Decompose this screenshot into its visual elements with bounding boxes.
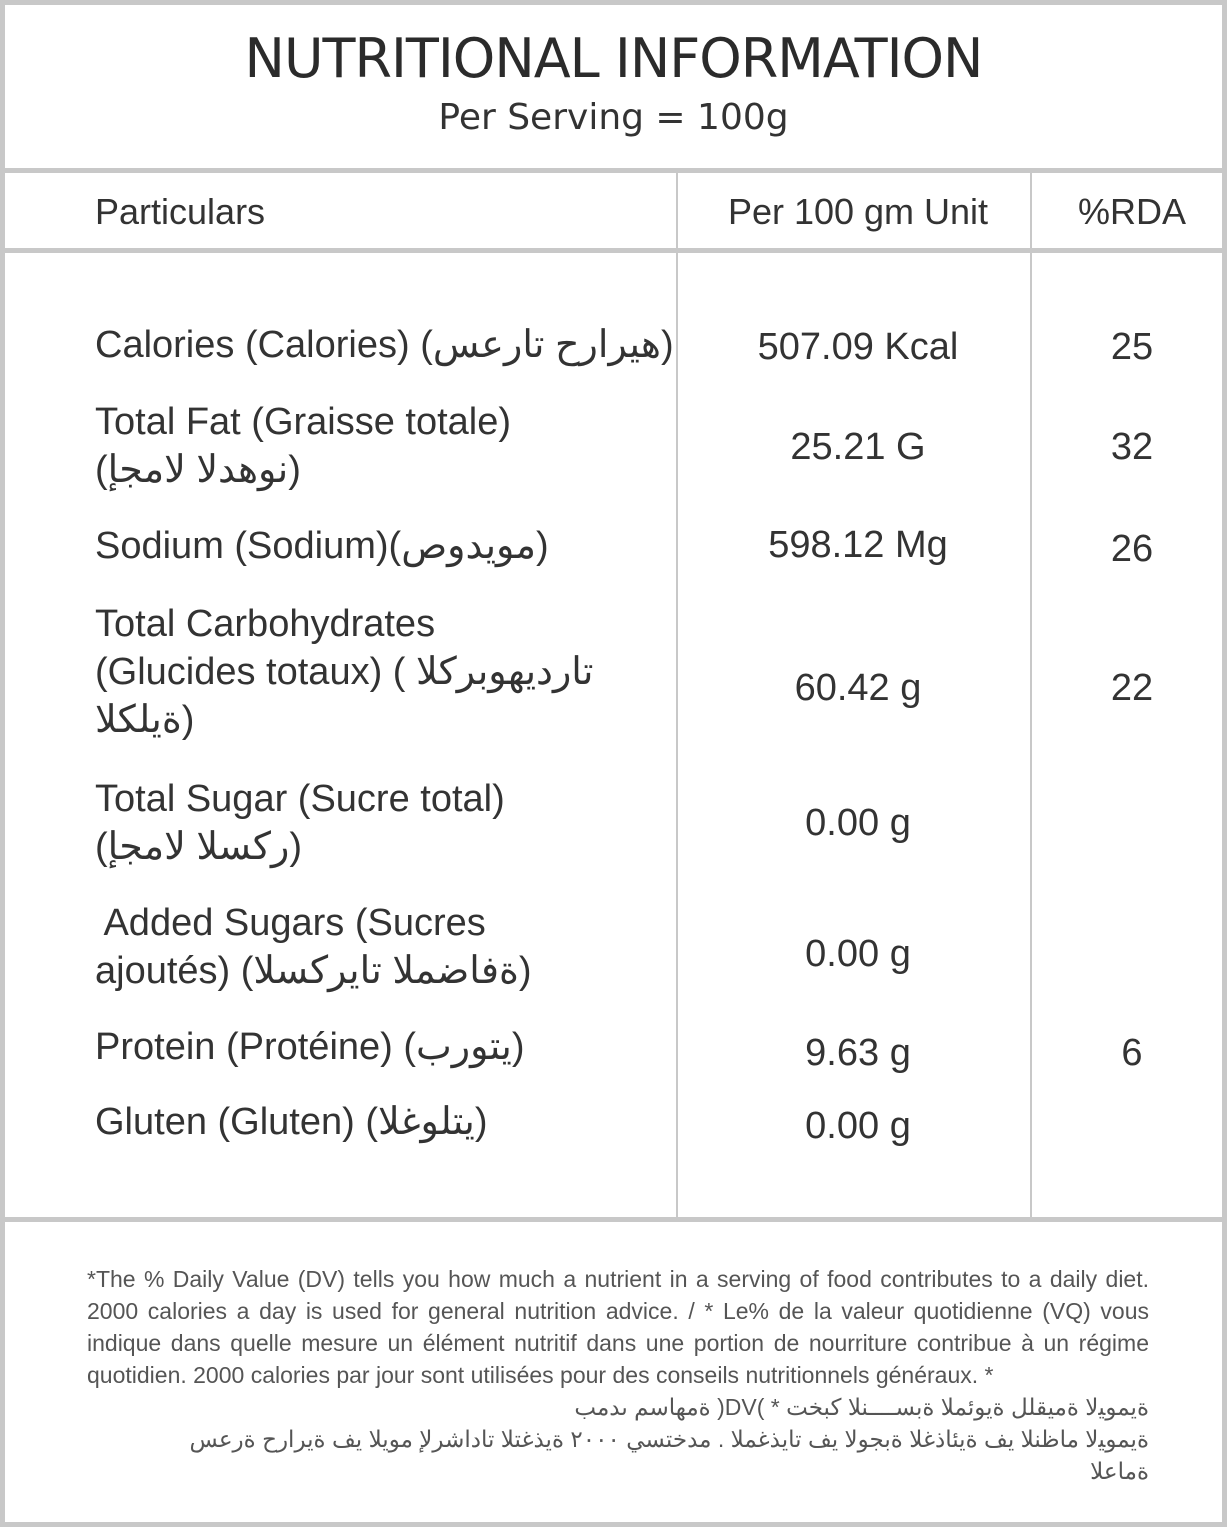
table-row-rda: 25 (1110, 326, 1154, 368)
table-row-value: 0.00 g (805, 802, 911, 844)
table-row-name: Gluten (Gluten) (يتلوغلا) (95, 1101, 488, 1143)
divider (5, 1217, 1222, 1222)
table-row-name: Total Fat (Graisse totale) (نوهدلا لامجإ) (95, 401, 512, 491)
col-header-per-100g: Per 100 gm Unit (727, 191, 989, 232)
col-header-particulars: Particulars (95, 191, 266, 232)
divider (5, 168, 1222, 173)
table-row-name: Protein (Protéine) (يتورب) (95, 1026, 525, 1068)
table-row-name: Sodium (Sodium)(مويدوص) (95, 525, 549, 567)
footnote-arabic-line: ةماعلا (1090, 1458, 1149, 1484)
table-row-rda: 32 (1110, 426, 1154, 468)
table-row-rda: 26 (1110, 528, 1154, 570)
footnote (87, 1263, 1149, 1487)
serving-size: Per Serving = 100g (438, 97, 789, 138)
table-row-rda: 6 (1121, 1032, 1143, 1074)
table-row-value: 25.21 G (790, 426, 926, 468)
column-divider (676, 170, 678, 1220)
table-row-name: Added Sugars (Sucres ajoutés) (ةفاضملا تايركسلا) (95, 902, 532, 992)
table-row-value: 0.00 g (805, 933, 911, 975)
table-row-value: 507.09 Kcal (757, 326, 959, 368)
table-row-name: Total Sugar (Sucre total) (ركسلا لامجإ) (95, 778, 505, 868)
table-row-value: 0.00 g (805, 1105, 911, 1147)
table-row-name: Calories (Calories) (هيرارح تارعس) (95, 324, 674, 366)
table-row-rda: 22 (1110, 667, 1154, 709)
footnote-arabic-line: ةيموﻴلا ةميقلل ةيوئملا ةبســــنلا كبخت * )DV( ةمهاسم ىدمب (574, 1394, 1149, 1420)
table-row-name: Total Carbohydrates (Glucides totaux) ( تارديهوبركلا ةيلكلا) (95, 603, 594, 741)
footnote-latin: *The % Daily Value (DV) tells you how much a nutrient in a serving of food contributes to a daily diet. 2000 calories a day is used for general nutrition advice. / * Le% de la valeur quotidienne (VQ) vous indique dans quelle mesure un élément nutritif dans une portion de nourriture contribue à un régime quotidien. 2000 calories par jour sont utilisées pour des conseils nutritionnels généraux. * (87, 1266, 1149, 1388)
divider (5, 248, 1222, 253)
table-row-value: 60.42 g (794, 667, 922, 709)
footnote-arabic-line: ةيموﻴلا ماظنلا يف ةيئاذغلا ةبجولا يف تايذغملا . مدختسي ٢٠٠٠ ةيذغتلا تاداشرلإ مويلا يف ةيرارح ةرعس (189, 1426, 1149, 1452)
table-row-value: 9.63 g (805, 1032, 911, 1074)
col-header-rda: %RDA (1077, 191, 1187, 232)
panel-title: NUTRITIONAL INFORMATION (244, 27, 983, 90)
table-row-value: 598.12 Mg (768, 524, 948, 566)
